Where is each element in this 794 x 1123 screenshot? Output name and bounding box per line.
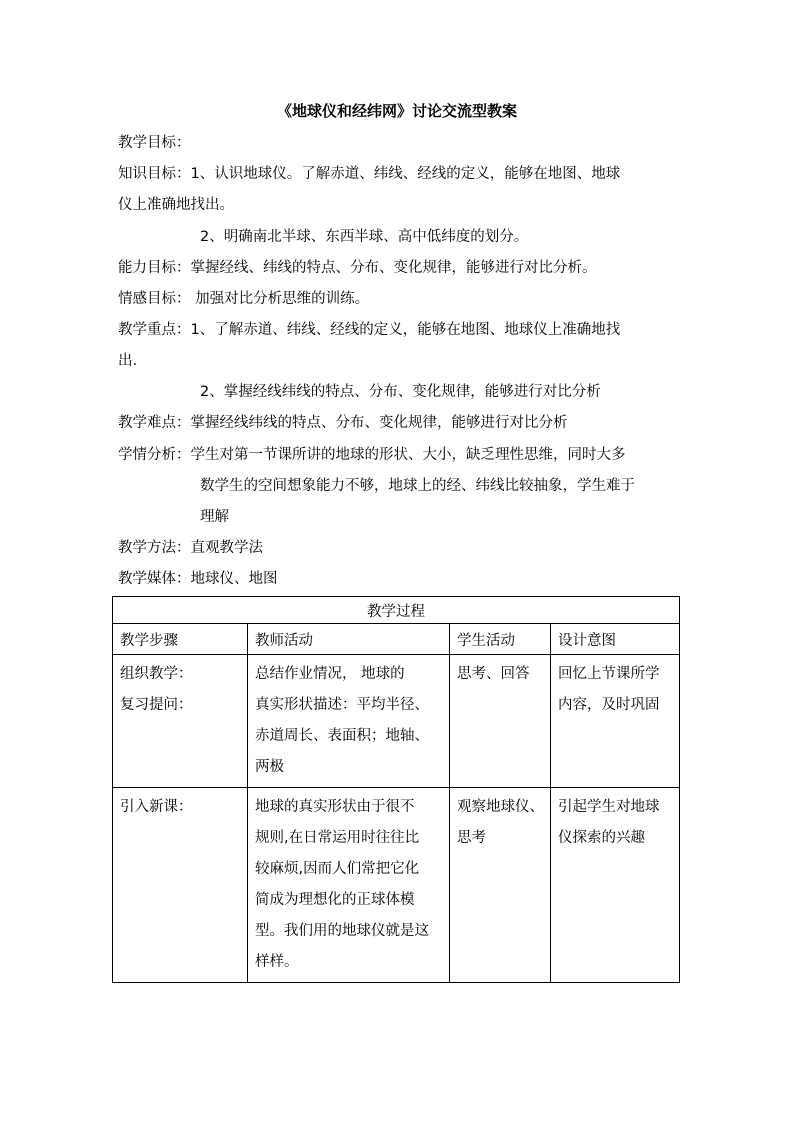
intent-cell: 引起学生对地球 仪探索的兴趣: [551, 788, 680, 983]
table-row: [113, 788, 680, 983]
key-points-line-1: 教学重点：1、了解赤道、纬线、经线的定义，能够在地图、地球仪上准确地找: [118, 322, 621, 338]
column-header-teacher: 教师活动: [248, 624, 450, 655]
step-cell: 引入新课：: [113, 788, 248, 983]
intent-cell: 回忆上节课所学 内容，及时巩固: [551, 655, 680, 788]
column-header-intent: 设计意图: [551, 624, 680, 655]
column-header-step: 教学步骤: [113, 624, 248, 655]
student-cell: 思考、回答: [450, 655, 551, 788]
step-cell: 组织教学： 复习提问：: [113, 655, 248, 788]
key-points-line-2: 出.: [118, 353, 138, 369]
knowledge-objective-line-1: 知识目标：1、认识地球仪。了解赤道、纬线、经线的定义，能够在地图、地球: [118, 166, 621, 182]
teaching-method: 教学方法：直观教学法: [118, 540, 263, 556]
student-cell: 观察地球仪、 思考: [450, 788, 551, 983]
table-row: [113, 655, 680, 788]
table-header: 教学过程: [113, 597, 680, 624]
knowledge-objective-line-2: 仪上准确地找出。: [118, 197, 234, 213]
learner-analysis-line-3: 理解: [200, 509, 229, 525]
teacher-cell: 总结作业情况， 地球的 真实形状描述：平均半径、 赤道周长、表面积；地轴、 两极: [248, 655, 450, 788]
ability-objective: 能力目标：掌握经线、纬线的特点、分布、变化规律，能够进行对比分析。: [118, 260, 597, 276]
learner-analysis-line-1: 学情分析：学生对第一节课所讲的地球的形状、大小，缺乏理性思维，同时大多: [118, 447, 626, 463]
key-points-item-2: 2、掌握经线纬线的特点、分布、变化规律，能够进行对比分析: [200, 384, 601, 400]
teaching-process-table: [112, 596, 680, 983]
document-title: 《地球仪和经纬网》讨论交流型教案: [276, 102, 517, 120]
column-header-student: 学生活动: [450, 624, 551, 655]
knowledge-objective-item-2: 2、明确南北半球、东西半球、高中低纬度的划分。: [200, 229, 529, 245]
emotion-objective: 情感目标： 加强对比分析思维的训练。: [118, 291, 370, 307]
difficulties: 教学难点：掌握经线纬线的特点、分布、变化规律，能够进行对比分析: [118, 415, 568, 431]
teaching-media: 教学媒体：地球仪、地图: [118, 571, 278, 587]
teacher-cell: 地球的真实形状由于很不 规则,在日常运用时往往比 较麻烦,因而人们常把它化 简成为理想化的正球体模 型。我们用的地球仪就是这 样样。: [248, 788, 450, 983]
learner-analysis-line-2: 数学生的空间想象能力不够，地球上的经、纬线比较抽象，学生难于: [200, 478, 635, 494]
objectives-heading: 教学目标：: [118, 135, 191, 151]
